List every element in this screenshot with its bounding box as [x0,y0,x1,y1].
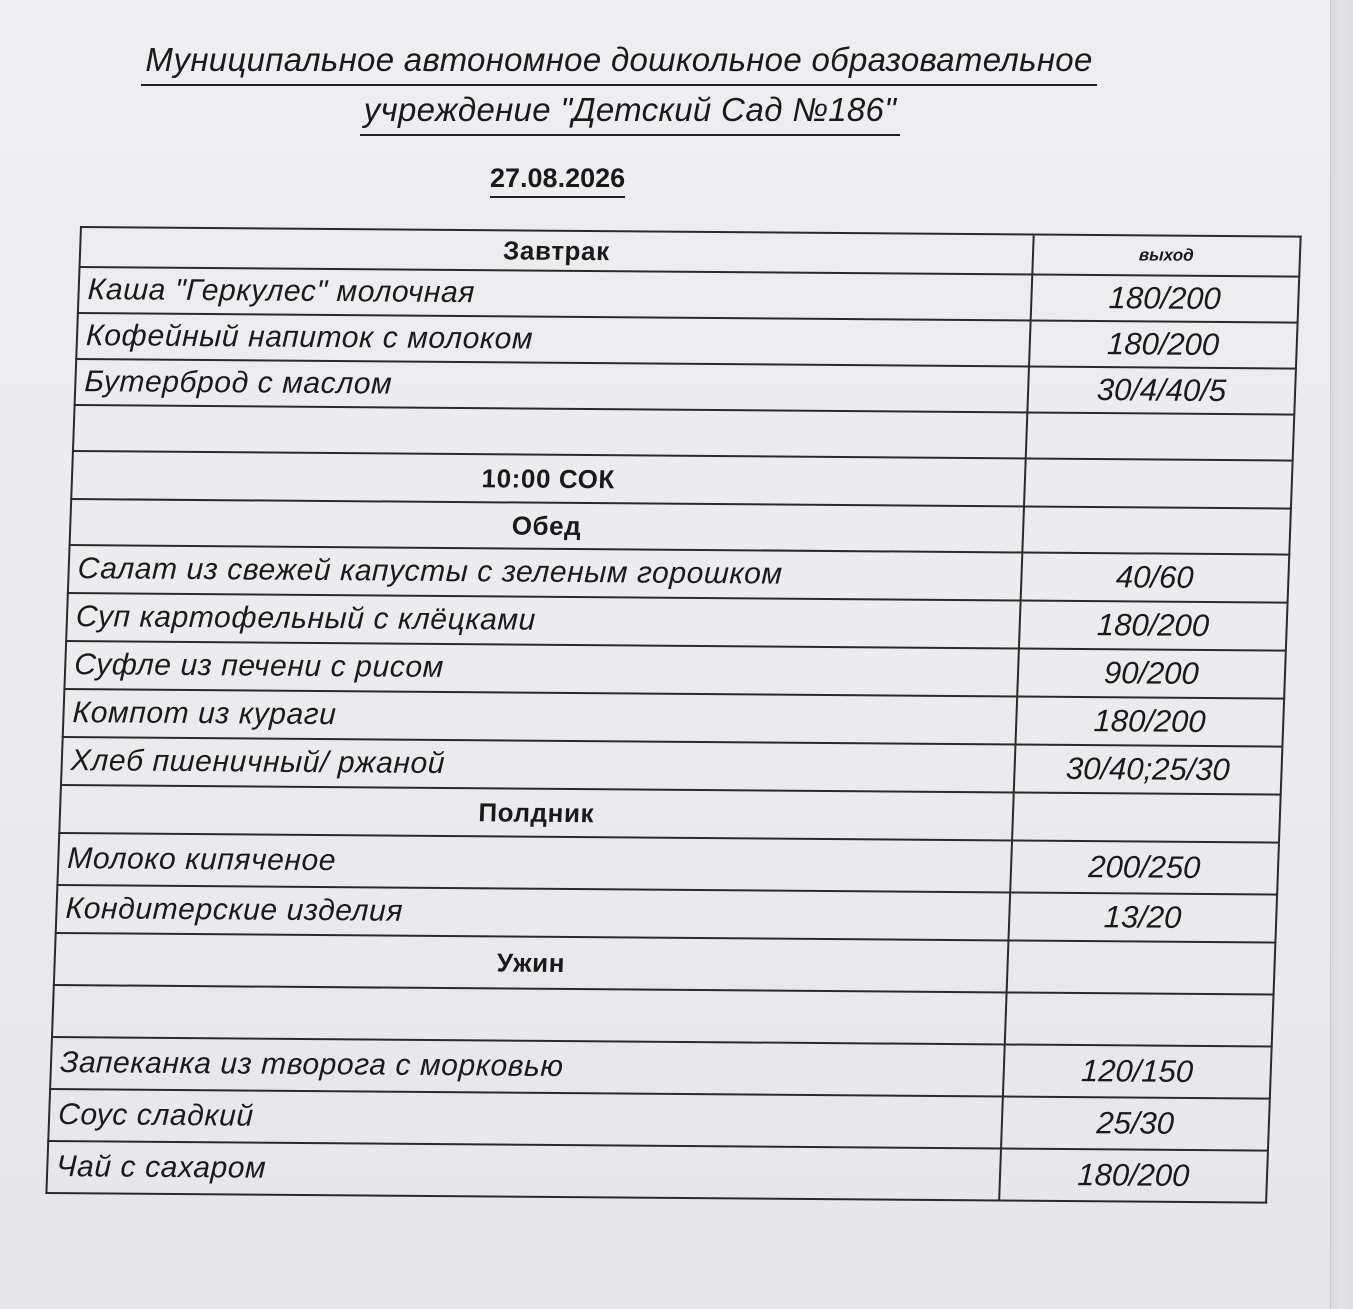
paper-edge-shadow [1330,0,1353,1309]
dish-yield: 30/4/40/5 [1027,366,1296,414]
dish-yield: 180/200 [1030,274,1299,322]
dish-yield: 180/200 [1029,320,1298,368]
table-row [57,833,1279,895]
dish-name: Суп картофельный с клёцками [66,593,1020,648]
menu-table [45,226,1301,1204]
dish-name: Молоко кипяченое [57,833,1011,892]
institution-name-line-2: учреждение "Детский Сад №186" [360,86,900,136]
empty-cell [73,405,1027,458]
dish-name: Чай с сахаром [46,1141,1000,1200]
section-title-lunch: Обед [70,499,1024,552]
menu-date: 27.08.2026 [490,160,625,198]
institution-name-line-1: Муниципальное автономное дошкольное образовательное [141,36,1096,86]
dish-yield: 180/200 [1015,696,1284,746]
dish-yield: 200/250 [1010,840,1279,894]
dish-yield: 40/60 [1020,552,1289,602]
dish-yield: 180/200 [1019,600,1288,650]
dish-name: Запеканка из творога с морковью [50,1037,1004,1096]
dish-yield: 120/150 [1003,1044,1272,1098]
table-row-empty [52,985,1274,1047]
dish-name: Салат из свежей капусты с зеленым горошком [68,545,1022,600]
section-title-dinner: Ужин [54,933,1008,992]
dish-name: Компот из кураги [63,689,1017,744]
dish-name: Кондитерские изделия [56,885,1010,940]
table-row [50,1037,1272,1099]
empty-cell [1012,792,1281,842]
dish-name: Соус сладкий [48,1089,1002,1148]
empty-cell [1025,412,1294,460]
document-header [60,36,1200,136]
dish-yield: 180/200 [999,1148,1268,1202]
dish-yield: 25/30 [1001,1096,1270,1150]
dish-yield: 30/40;25/30 [1013,744,1282,794]
dish-name: Кофейный напиток с молоком [76,313,1030,366]
dish-name: Каша "Геркулес" молочная [78,267,1032,320]
section-title-breakfast: Завтрак [80,227,1034,274]
dish-name: Хлеб пшеничный/ ржаной [61,737,1015,792]
section-title-juice: 10:00 СОК [71,451,1025,506]
dish-name: Бутерброд с маслом [75,359,1029,412]
table-row [54,933,1276,995]
empty-cell [1006,940,1275,994]
empty-cell [1022,506,1291,554]
table-row [48,1089,1270,1151]
dish-yield: 90/200 [1017,648,1286,698]
dish-yield: 13/20 [1008,892,1277,942]
dish-name: Суфле из печени с рисом [64,641,1018,696]
empty-cell [1024,458,1293,508]
empty-cell [52,985,1006,1044]
table-row [46,1141,1268,1203]
empty-cell [1004,992,1273,1046]
section-title-snack: Полдник [59,785,1013,840]
column-header-yield: выход [1032,234,1301,276]
